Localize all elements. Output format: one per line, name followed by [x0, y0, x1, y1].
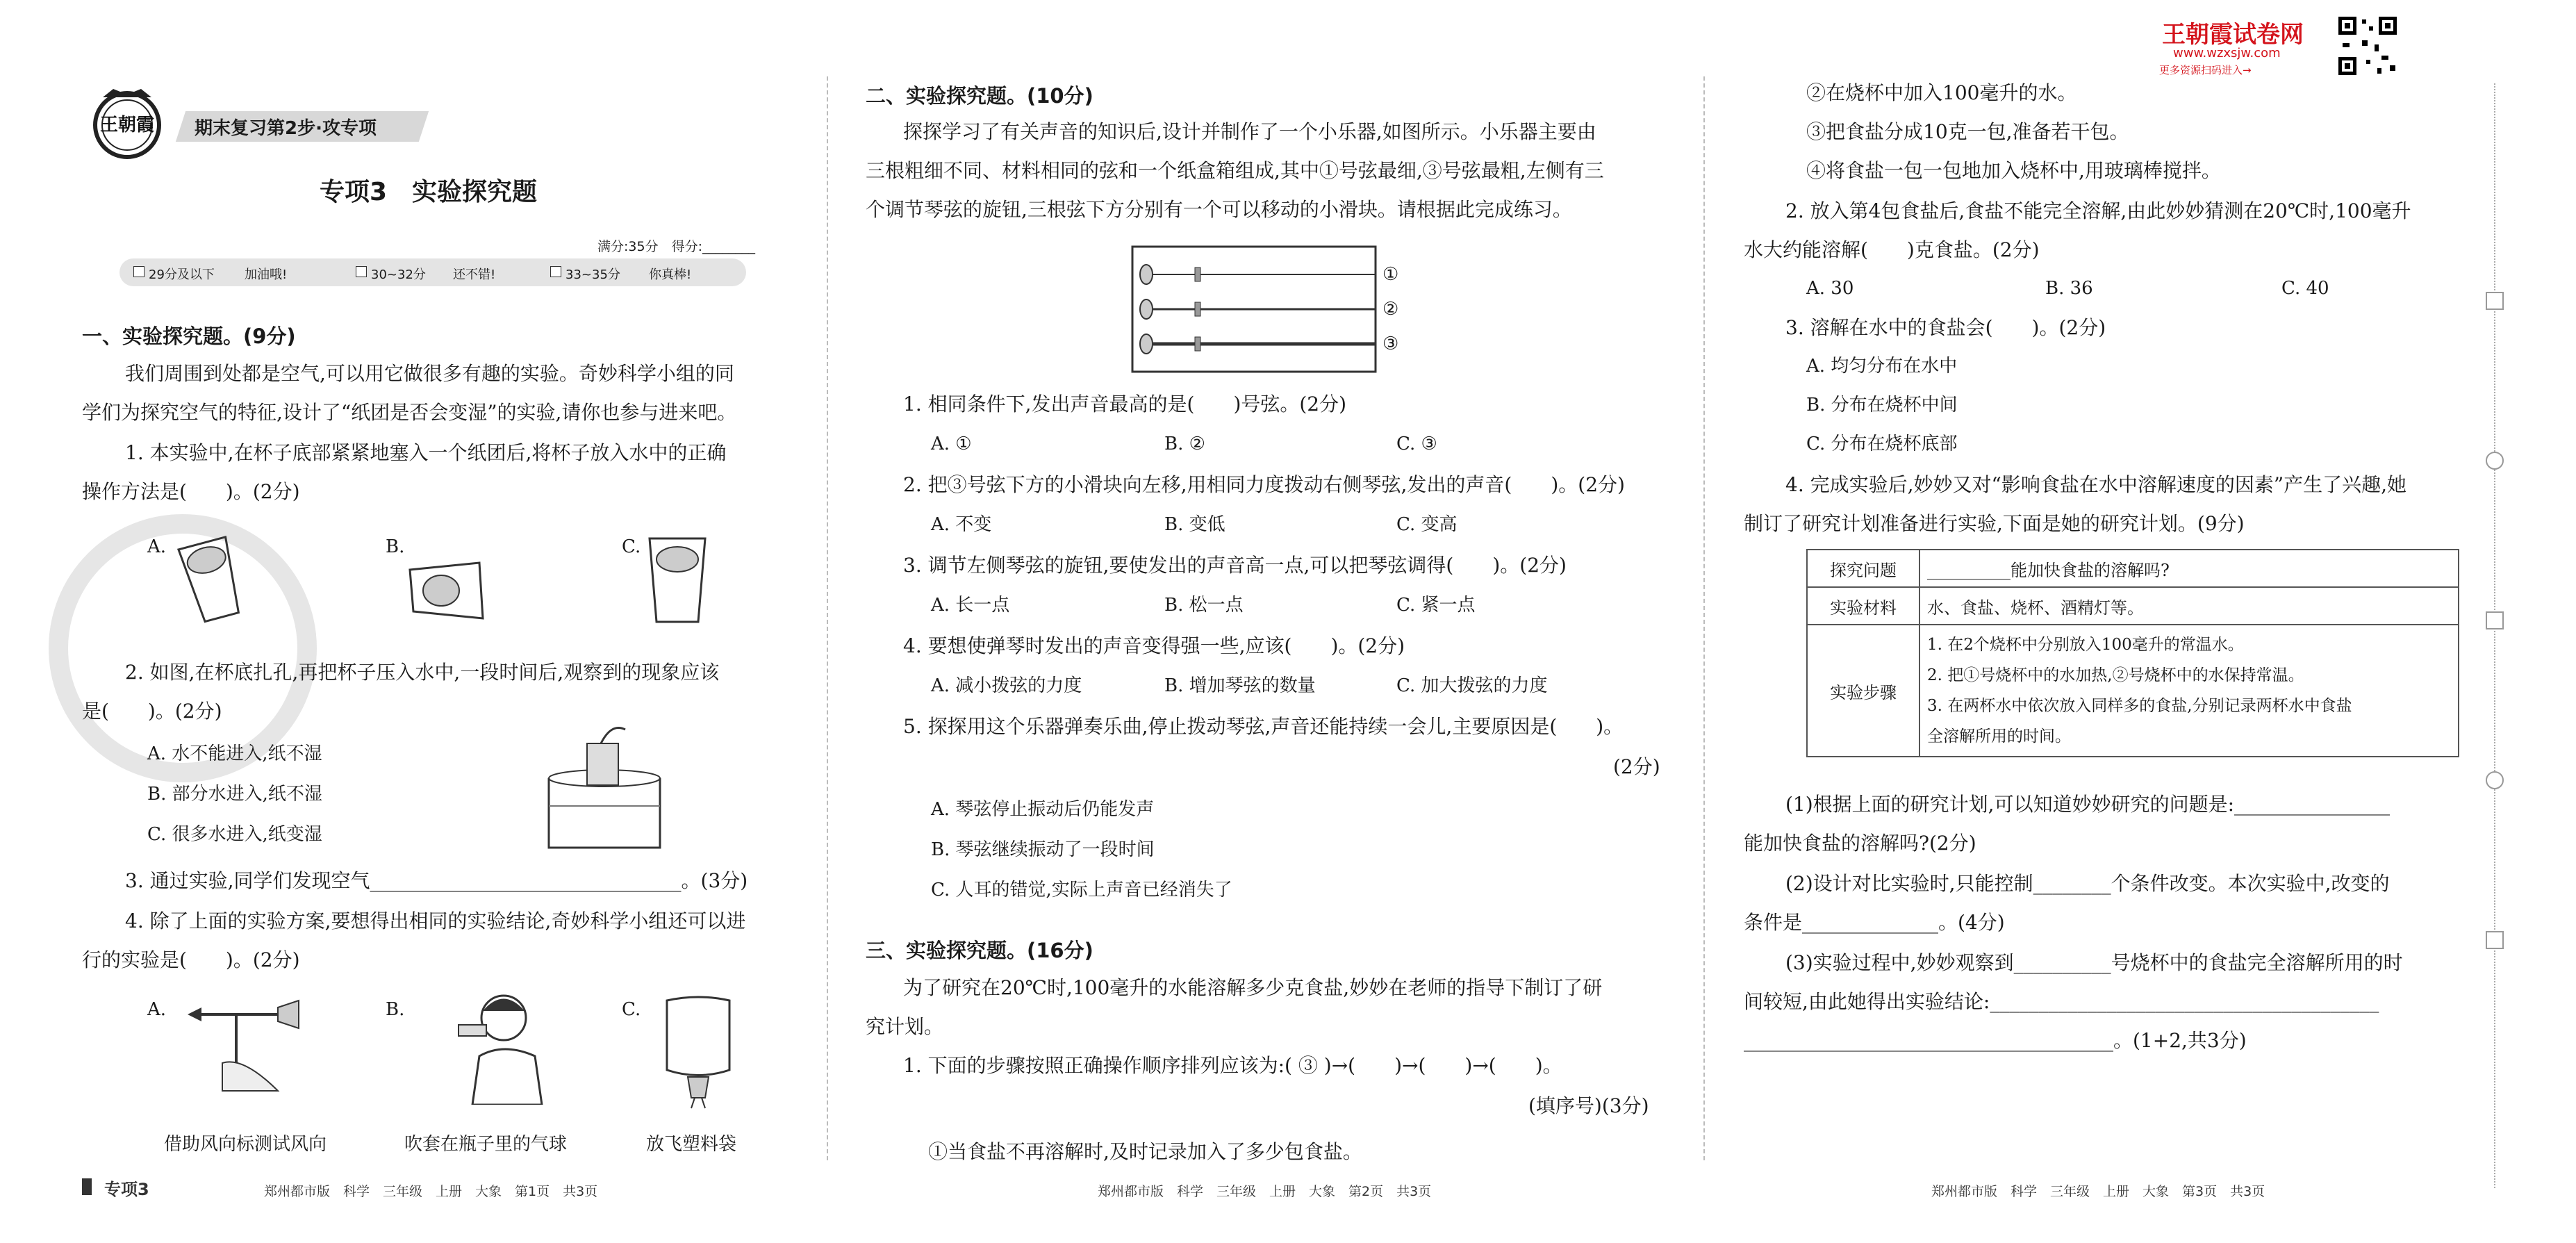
s2-q1-option-b[interactable]: B. ② — [1164, 434, 1205, 454]
s1-q4-text: 行的实验是( )。(2分) — [82, 948, 300, 971]
rating-checkbox[interactable] — [133, 266, 145, 277]
footer-tag-box — [82, 1178, 92, 1195]
s1-q1-text: 操作方法是( )。(2分) — [82, 480, 300, 503]
s3-sub3-text: (3)实验过程中,妙妙观察到__________号烧杯中的食盐完全溶解所用的时 — [1785, 951, 2403, 974]
s1-q4-text: 4. 除了上面的实验方案,要想得出相同的实验结论,奇妙科学小组还可以进 — [125, 909, 746, 932]
page-footer-3: 郑州都市版 科学 三年级 上册 大象 第3页 共3页 — [1931, 1184, 2265, 1199]
s3-q3-option-b[interactable]: B. 分布在烧杯中间 — [1806, 395, 1958, 415]
page-footer-1: 郑州都市版 科学 三年级 上册 大象 第1页 共3页 — [264, 1184, 598, 1199]
s2-q2-option-c[interactable]: C. 变高 — [1396, 514, 1458, 535]
s1-q2-option-b[interactable]: B. 部分水进入,纸不湿 — [147, 784, 322, 805]
rating-checkbox[interactable] — [550, 266, 561, 277]
s2-q5-score: (2分) — [1613, 755, 1660, 778]
rating-bar — [119, 258, 746, 286]
section-1-heading: 一、实验探究题。(9分) — [82, 324, 296, 348]
svg-text:王朝霞: 王朝霞 — [99, 115, 155, 135]
brand-name: 王朝霞试卷网 — [2162, 21, 2304, 49]
section-2-heading: 二、实验探究题。(10分) — [866, 84, 1093, 108]
brand-url[interactable]: www.wzxsjw.com — [2173, 46, 2281, 60]
s2-q3-option-b[interactable]: B. 松一点 — [1164, 595, 1244, 616]
s3-sub1-text: (1)根据上面的研究计划,可以知道妙妙研究的问题是:________________ — [1785, 793, 2390, 816]
s2-q1-option-a[interactable]: A. ① — [931, 434, 972, 454]
s3-q2-option-b[interactable]: B. 36 — [2045, 278, 2093, 299]
s2-intro-line: 个调节琴弦的旋钮,三根弦下方分别有一个可以移动的小滑块。请根据此完成练习。 — [866, 198, 1572, 221]
rating-comment: 你真棒! — [649, 267, 692, 282]
s1-q1-text: 1. 本实验中,在杯子底部紧紧地塞入一个纸团后,将杯子放入水中的正确 — [125, 441, 727, 464]
binding-mark — [2486, 292, 2504, 310]
section-3-heading: 三、实验探究题。(16分) — [866, 939, 1093, 962]
s1-q2-option-a[interactable]: A. 水不能进入,纸不湿 — [147, 743, 322, 764]
logo — [75, 85, 179, 163]
string-label-2: ② — [1382, 299, 1399, 320]
s1-q2-text: 2. 如图,在杯底扎孔,再把杯子压入水中,一段时间后,观察到的现象应该 — [125, 661, 720, 684]
string-instrument-illustration — [1125, 243, 1417, 378]
binding-mark — [2486, 611, 2504, 629]
cup-in-water-illustration — [174, 535, 250, 628]
s2-q4-text: 4. 要想使弹琴时发出的声音变得强一些,应该( )。(2分) — [903, 634, 1405, 657]
boy-blowing-balloon-illustration — [438, 987, 563, 1108]
s3-sub2-text: (2)设计对比实验时,只能控制________个条件改变。本次实验中,改变的 — [1785, 872, 2390, 895]
s3-intro-line: 究计划。 — [866, 1015, 944, 1038]
s1-q4-option-b[interactable]: B. — [386, 999, 405, 1020]
s1-q1-option-c[interactable]: C. — [622, 536, 641, 557]
s3-step-3: ③把食盐分成10克一包,准备若干包。 — [1806, 120, 2129, 143]
s2-q4-option-b[interactable]: B. 增加琴弦的数量 — [1164, 675, 1316, 696]
s3-sub1-text: 能加快食盐的溶解吗?(2分) — [1744, 832, 1976, 855]
s2-q3-text: 3. 调节左侧琴弦的旋钮,要使发出的声音高一点,可以把琴弦调得( )。(2分) — [903, 554, 1567, 577]
s3-sub3-text: ______________________________________。(1+2,共3分) — [1744, 1029, 2247, 1052]
table-row-header: 实验步骤 — [1807, 625, 1919, 757]
string-label-1: ① — [1382, 264, 1399, 285]
page-title: 专项3 实验探究题 — [320, 178, 538, 206]
s2-q4-option-c[interactable]: C. 加大拨弦的力度 — [1396, 675, 1548, 696]
s3-step-1: ①当食盐不再溶解时,及时记录加入了多少包食盐。 — [928, 1140, 1362, 1163]
table-row — [1807, 550, 2459, 587]
s3-step-2: ②在烧杯中加入100毫升的水。 — [1806, 81, 2077, 104]
score-line: 满分:35分 得分:________ — [597, 239, 755, 254]
s1-q2-option-c[interactable]: C. 很多水进入,纸变湿 — [147, 824, 322, 845]
s2-q2-option-b[interactable]: B. 变低 — [1164, 514, 1225, 535]
s3-q3-option-c[interactable]: C. 分布在烧杯底部 — [1806, 434, 1958, 454]
weather-vane-illustration — [181, 994, 306, 1101]
s1-q4-caption-c: 放飞塑料袋 — [646, 1134, 737, 1155]
cup-sideways-illustration — [403, 556, 493, 628]
cup-upright-illustration — [639, 532, 716, 632]
research-plan-table — [1806, 549, 2459, 757]
rating-comment: 还不错! — [453, 267, 496, 282]
series-label: 期末复习第2步·攻专项 — [195, 118, 377, 139]
qr-code-icon[interactable] — [2336, 14, 2400, 81]
string-label-3: ③ — [1382, 334, 1399, 354]
s2-intro-line: 探探学习了有关声音的知识后,设计并制作了一个小乐器,如图所示。小乐器主要由 — [903, 120, 1596, 143]
s3-q3-option-a[interactable]: A. 均匀分布在水中 — [1806, 356, 1958, 377]
rating-label: 29分及以下 — [149, 267, 215, 282]
s3-step-4: ④将食盐一包一包地加入烧杯中,用玻璃棒搅拌。 — [1806, 159, 2221, 182]
s3-q1-note: (填序号)(3分) — [1528, 1094, 1649, 1117]
s2-q5-option-b[interactable]: B. 琴弦继续振动了一段时间 — [931, 839, 1155, 860]
s2-q3-option-a[interactable]: A. 长一点 — [931, 595, 1010, 616]
s2-q2-option-a[interactable]: A. 不变 — [931, 514, 992, 535]
s3-sub3-text: 间较短,由此她得出实验结论:________________________________________ — [1744, 990, 2379, 1013]
s2-q3-option-c[interactable]: C. 紧一点 — [1396, 595, 1476, 616]
s3-sub2-text: 条件是______________。(4分) — [1744, 911, 2005, 934]
s1-q4-caption-a: 借助风向标测试风向 — [164, 1134, 327, 1155]
s3-q4-text: 4. 完成实验后,妙妙又对“影响食盐在水中溶解速度的因素”产生了兴趣,她 — [1785, 473, 2407, 496]
binding-mark — [2486, 452, 2504, 470]
column-divider — [827, 76, 828, 1160]
page-footer-2: 郑州都市版 科学 三年级 上册 大象 第2页 共3页 — [1098, 1184, 1432, 1199]
table-cell: 水、食盐、烧杯、酒精灯等。 — [1919, 587, 2459, 625]
plan-step: 1. 在2个烧杯中分别放入100毫升的常温水。 — [1927, 636, 2244, 654]
s1-intro-line: 学们为探究空气的特征,设计了“纸团是否会变湿”的实验,请你也参与进来吧。 — [82, 401, 737, 424]
plastic-bag-illustration — [653, 994, 743, 1114]
table-row — [1807, 625, 2459, 757]
plan-step: 2. 把①号烧杯中的水加热,②号烧杯中的水保持常温。 — [1927, 666, 2304, 684]
table-cell[interactable]: __________能加快食盐的溶解吗? — [1919, 550, 2459, 587]
beaker-with-cup-illustration — [535, 716, 674, 857]
rating-label: 33~35分 — [565, 267, 620, 282]
footer-tag: 专项3 — [104, 1180, 149, 1199]
rating-checkbox[interactable] — [356, 266, 367, 277]
s3-q2-option-c[interactable]: C. 40 — [2281, 278, 2329, 299]
s1-q4-caption-b: 吹套在瓶子里的气球 — [404, 1134, 568, 1155]
table-row-header: 实验材料 — [1807, 587, 1919, 625]
s3-q2-option-a[interactable]: A. 30 — [1806, 278, 1854, 299]
s1-intro-line: 我们周围到处都是空气,可以用它做很多有趣的实验。奇妙科学小组的同 — [125, 362, 734, 385]
table-cell — [1919, 625, 2459, 757]
brand-slogan: 更多资源扫码进入→ — [2159, 64, 2252, 76]
s1-q2-text: 是( )。(2分) — [82, 700, 222, 723]
s2-intro-line: 三根粗细不同、材料相同的弦和一个纸盒箱组成,其中①号弦最细,③号弦最粗,左侧有三 — [866, 159, 1604, 182]
s1-q3-text: 3. 通过实验,同学们发现空气________________________________。(3分) — [125, 869, 748, 892]
s2-q5-option-c[interactable]: C. 人耳的错觉,实际上声音已经消失了 — [931, 880, 1232, 900]
binding-line — [2494, 83, 2495, 1188]
s3-intro-line: 为了研究在20℃时,100毫升的水能溶解多少克食盐,妙妙在老师的指导下制订了研 — [903, 976, 1603, 999]
s2-q5-text: 5. 探探用这个乐器弹奏乐曲,停止拨动琴弦,声音还能持续一会儿,主要原因是( )。 — [903, 715, 1624, 738]
s1-q1-option-b[interactable]: B. — [386, 536, 405, 557]
column-divider — [1703, 76, 1705, 1160]
s2-q1-option-c[interactable]: C. ③ — [1396, 434, 1437, 454]
s3-q2-text: 水大约能溶解( )克食盐。(2分) — [1744, 238, 2040, 261]
s1-q4-option-a[interactable]: A. — [147, 999, 167, 1020]
s3-q4-text: 制订了研究计划准备进行实验,下面是她的研究计划。(9分) — [1744, 512, 2245, 535]
s1-q4-option-c[interactable]: C. — [622, 999, 641, 1020]
s3-q2-text: 2. 放入第4包食盐后,食盐不能完全溶解,由此妙妙猜测在20℃时,100毫升 — [1785, 199, 2411, 222]
binding-mark — [2486, 931, 2504, 949]
rating-comment: 加油哦! — [245, 267, 288, 282]
table-row — [1807, 587, 2459, 625]
binding-mark — [2486, 771, 2504, 789]
s2-q5-option-a[interactable]: A. 琴弦停止振动后仍能发声 — [931, 799, 1155, 820]
s2-q2-text: 2. 把③号弦下方的小滑块向左移,用相同力度拨动右侧琴弦,发出的声音( )。(2分) — [903, 473, 1625, 496]
s3-q3-text: 3. 溶解在水中的食盐会( )。(2分) — [1785, 316, 2106, 339]
rating-label: 30~32分 — [371, 267, 426, 282]
plan-step: 3. 在两杯水中依次放入同样多的食盐,分别记录两杯水中食盐 — [1927, 697, 2352, 715]
s2-q4-option-a[interactable]: A. 减小拨弦的力度 — [931, 675, 1082, 696]
s2-q1-text: 1. 相同条件下,发出声音最高的是( )号弦。(2分) — [903, 393, 1347, 415]
table-row-header: 探究问题 — [1807, 550, 1919, 587]
s3-q1-text: 1. 下面的步骤按照正确操作顺序排列应该为:( ③ )→( )→( )→( )。 — [903, 1054, 1562, 1077]
plan-step: 全溶解所用的时间。 — [1927, 727, 2071, 746]
s1-q1-option-a[interactable]: A. — [147, 536, 167, 557]
